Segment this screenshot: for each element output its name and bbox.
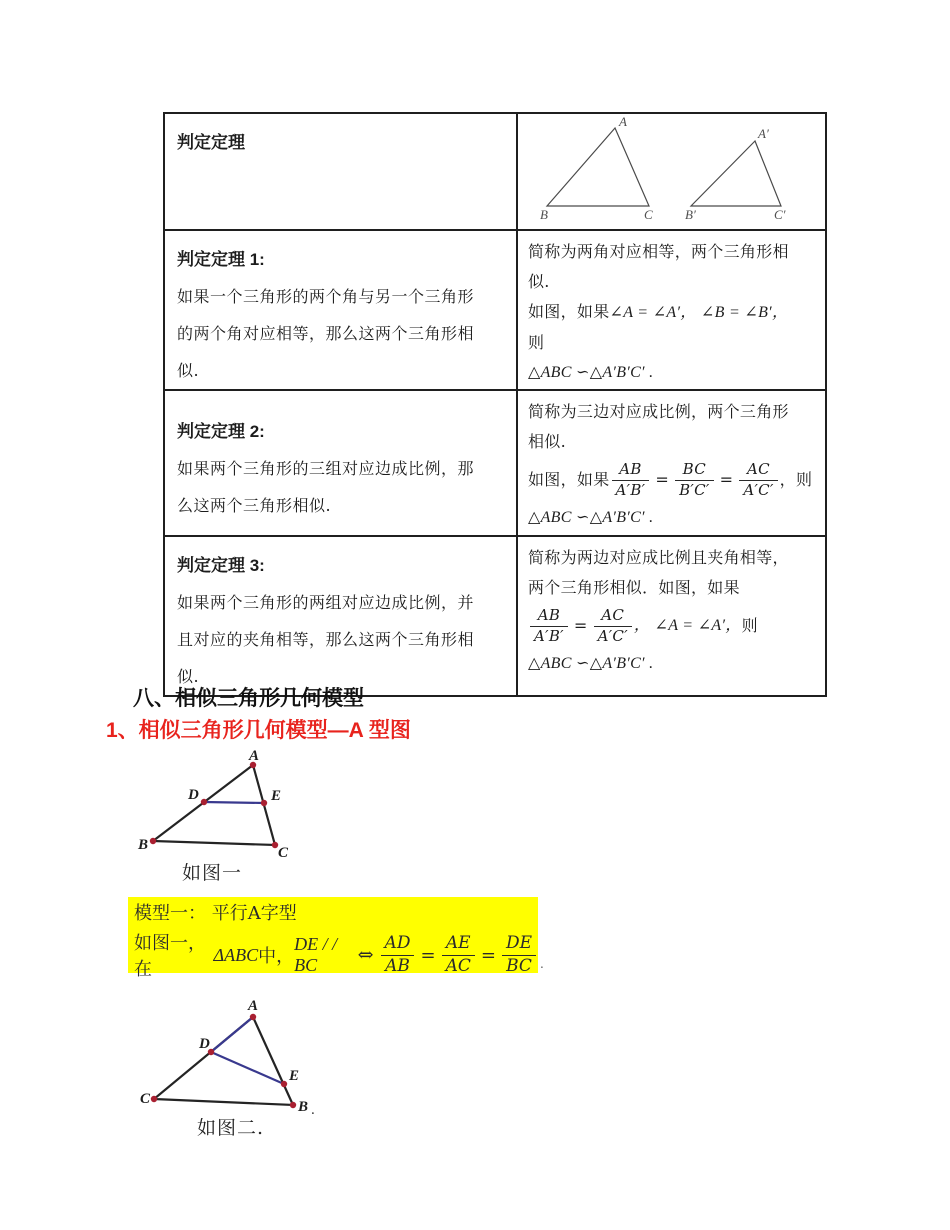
text-fragment: 如图，如果: [528, 302, 610, 321]
fraction: $\frac{AE}{AC}$: [442, 934, 475, 976]
theorem2-cell-left: [164, 390, 517, 536]
vertex-label: A: [619, 114, 627, 129]
theorem3-right-line: 简称为两边对应成比例且夹角相等，: [528, 548, 789, 567]
theorem3-title: 判定定理 3:: [177, 556, 265, 575]
equals-sign: =: [480, 944, 496, 966]
equals-sign: =: [655, 470, 670, 489]
table-header-title: 判定定理: [177, 133, 245, 152]
fraction: $\frac{AB}{A'B'}$: [530, 607, 568, 645]
vertex-label: E: [289, 1068, 300, 1084]
vertex-label: B: [138, 837, 149, 853]
table-row: [164, 230, 826, 390]
parallel-statement: DE / / BC: [294, 934, 338, 975]
period-mark: .: [312, 1106, 315, 1117]
angle-equality: ， ∠A = ∠A′，: [633, 617, 742, 634]
judgment-theorem-table: [163, 112, 827, 697]
theorem2-body-line: 么这两个三角形相似.: [177, 496, 332, 515]
theorem2-title: 判定定理 2:: [177, 422, 265, 441]
fraction: $\frac{AC}{A'C'}$: [594, 607, 632, 645]
fraction: $\frac{AC}{A'C'}$: [739, 461, 777, 499]
fraction: $\frac{DE}{BC}$: [502, 934, 536, 976]
table-row: [164, 113, 826, 230]
vertex-label: E: [271, 788, 282, 804]
similarity-statement: △ABC ∽△A′B′C′ .: [528, 509, 654, 526]
theorem1-body-line: 如果一个三角形的两个角与另一个三角形: [177, 287, 475, 306]
theorem1-right-line: 似.: [528, 272, 550, 291]
fraction: $\frac{AD}{AB}$: [381, 934, 415, 976]
vertex-label: C′: [774, 207, 786, 222]
text-fragment: ，则: [779, 470, 813, 489]
theorem3-body-line: 如果两个三角形的两组对应边成比例，并: [177, 593, 475, 612]
theorem1-right-line: 则: [528, 333, 545, 352]
theorem1-right-line: [528, 297, 817, 328]
equals-sign: =: [719, 470, 734, 489]
similarity-statement: △ABC ∽△A′B′C′ .: [528, 364, 654, 381]
fraction: $\frac{BC}{B'C'}$: [675, 461, 714, 499]
table-row: [164, 390, 826, 536]
vertex-label: A: [249, 750, 260, 764]
vertex-label: B: [540, 207, 548, 222]
a-type-figure-2: [138, 998, 343, 1123]
theorem2-body-line: 如果两个三角形的三组对应边成比例，那: [177, 459, 475, 478]
model-formula: [134, 929, 538, 981]
a-type-figure-1: [128, 750, 343, 868]
theorem3-body-line: 且对应的夹角相等，那么这两个三角形相: [177, 630, 475, 649]
triangle-name: ΔABC: [213, 944, 259, 965]
similar-triangles-figure: [518, 114, 807, 225]
section-heading: 八、相似三角形几何模型: [133, 687, 364, 710]
theorem1-cell-right: [517, 230, 826, 390]
vertex-label: A: [248, 998, 259, 1014]
text-fragment: 如图，如果: [528, 470, 610, 489]
model-highlight-box: [128, 897, 538, 980]
iff-arrow: ⇔: [357, 944, 374, 966]
proportion-formula: [528, 457, 817, 503]
theorem2-cell-right: [517, 390, 826, 536]
subsection-heading-red: 1、相似三角形几何模型—A 型图: [106, 719, 411, 742]
figure1-caption: 如图一: [182, 862, 243, 884]
fraction: $\frac{AB}{A'B'}$: [612, 461, 650, 499]
theorem3-cell-left: [164, 536, 517, 696]
table-row: [164, 536, 826, 696]
header-cell-figure: [517, 113, 826, 230]
figure2-caption: 如图二.: [197, 1117, 265, 1139]
angle-equality: ∠A = ∠A′， ∠B = ∠B′，: [609, 304, 789, 321]
theorem2-right-line: 简称为三边对应成比例，两个三角形: [528, 402, 789, 421]
theorem3-cell-right: [517, 536, 826, 696]
period-mark: .: [540, 957, 544, 971]
vertex-label: C: [644, 207, 653, 222]
theorem2-right-line: 相似.: [528, 432, 566, 451]
vertex-label: B′: [685, 207, 696, 222]
vertex-label: C: [278, 845, 289, 861]
equals-sign: =: [420, 944, 436, 966]
theorem1-body-line: 似.: [177, 361, 200, 380]
text-fragment: 则: [741, 616, 758, 635]
vertex-label: D: [188, 787, 199, 803]
model-title-text: 模型一： 平行A字型: [134, 903, 297, 924]
theorem1-body-line: 的两个角对应相等，那么这两个三角形相: [177, 324, 475, 343]
vertex-label: C: [140, 1091, 151, 1107]
proportion-formula: [528, 603, 817, 649]
vertex-label: D: [199, 1036, 210, 1052]
theorem1-title: 判定定理 1:: [177, 250, 265, 269]
model-title: [134, 901, 538, 927]
similarity-statement: △ABC ∽△A′B′C′ .: [528, 655, 654, 672]
equals-sign: =: [573, 616, 588, 635]
theorem3-right-line: 两个三角形相似．如图，如果: [528, 578, 740, 597]
theorem1-cell-left: [164, 230, 517, 390]
theorem3-body-line: 似.: [177, 667, 200, 686]
text-fragment: 中，: [258, 946, 295, 967]
vertex-label: A′: [758, 126, 769, 141]
vertex-label: B: [298, 1099, 309, 1115]
theorem1-right-line: 简称为两角对应相等，两个三角形相: [528, 242, 789, 261]
text-fragment: 如图一， 在: [134, 933, 206, 980]
header-cell-left: [164, 113, 517, 230]
